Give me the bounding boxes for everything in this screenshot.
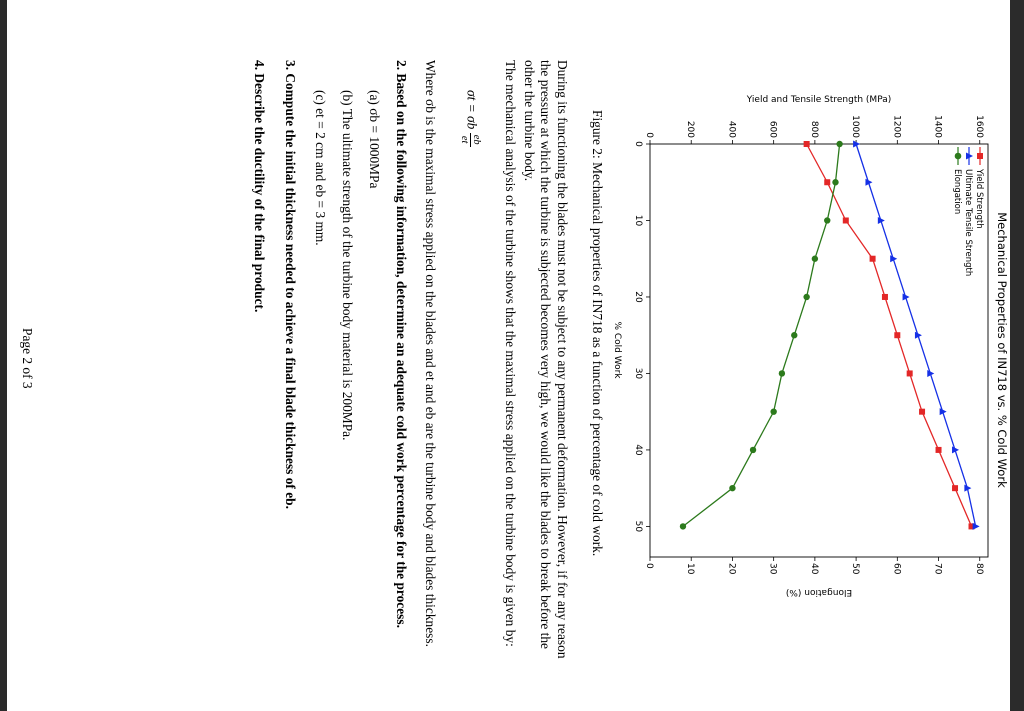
- yield-point: [952, 485, 958, 491]
- legend-uts-label: Ultimate Tensile Strength: [963, 169, 973, 277]
- question-2: 2. Based on the following information, determine an adequate cold work percentage for the process.: [394, 60, 409, 628]
- x-axis-label: % Cold Work: [612, 321, 622, 379]
- elongation-point: [750, 447, 756, 453]
- elongation-point: [824, 217, 830, 223]
- elongation-point: [779, 370, 785, 376]
- elongation-point: [803, 294, 809, 300]
- formula-numerator: eb: [471, 134, 482, 145]
- y-right-tick-label: 10: [685, 563, 696, 575]
- uts-point: [973, 523, 980, 530]
- x-tick-label: 20: [633, 291, 643, 303]
- x-tick-label: 30: [633, 367, 643, 380]
- y-axis-label-right: Elongation (%): [785, 587, 853, 597]
- y-left-tick-label: 1000: [850, 115, 861, 138]
- legend-yield-marker: [977, 153, 983, 159]
- chart: [610, 0, 1010, 711]
- yield-point: [894, 332, 900, 338]
- legend: [952, 147, 984, 276]
- x-tick-label: 10: [633, 214, 643, 227]
- yield-point: [824, 179, 830, 185]
- legend-yield-label: Yield Strength: [974, 169, 984, 229]
- y-left-tick-label: 400: [726, 120, 737, 138]
- yield-point: [936, 447, 942, 453]
- figure-caption: Figure 2: Mechanical properties of IN718 as a function of percentage of cold work.: [590, 110, 605, 557]
- paragraph-1: During its functioning the blades must not be subject to any permanent deformation. However, if for any reason the pressure at which the turbine is subjected becomes very high, we would like the blades to break before the other the turbine body.: [522, 60, 570, 659]
- question-2a: (a) σb = 1000MPa: [367, 90, 382, 189]
- where-text: Where σb is the maximal stress applied on the blades and et and eb are the turbine body and blades thickness.: [423, 60, 438, 647]
- legend-elong-label: Elongation: [952, 169, 962, 215]
- y-left-tick-label: 800: [808, 120, 819, 138]
- question-4: 4. Describe the ductility of the final product.: [252, 60, 267, 313]
- y-right-tick-label: 20: [726, 563, 737, 575]
- y-left-tick-label: 1600: [973, 115, 984, 138]
- y-right-tick-label: 0: [644, 563, 654, 569]
- elongation-line: [683, 144, 840, 526]
- y-right-tick-label: 80: [973, 563, 984, 575]
- y-right-tick-label: 60: [891, 563, 902, 575]
- x-tick-label: 50: [633, 520, 643, 533]
- formula-denominator: et: [459, 135, 470, 144]
- chart-title: Mechanical Properties of IN718 vs. % Cold Work: [995, 212, 1009, 488]
- yield-point: [907, 370, 913, 376]
- question-3: 3. Compute the initial thickness needed to achieve a final blade thickness of eb.: [283, 60, 298, 509]
- y-right-tick-label: 30: [767, 563, 778, 575]
- y-axis-label-left: Yield and Tensile Strength (MPa): [746, 95, 892, 105]
- y-left-tick-label: 600: [767, 120, 778, 138]
- document-page: [7, 0, 1010, 711]
- y-right-tick-label: 40: [808, 563, 819, 575]
- elongation-point: [832, 179, 838, 185]
- yield-point: [843, 217, 849, 223]
- y-left-tick-label: 200: [685, 120, 696, 138]
- x-tick-label: 40: [633, 444, 643, 456]
- formula-fraction: [459, 133, 482, 147]
- y-left-tick-label: 1200: [891, 115, 902, 138]
- x-tick-label: 0: [633, 141, 643, 147]
- question-2c: (c) et = 2 cm and eb = 3 mm.: [313, 90, 328, 246]
- elongation-point: [812, 256, 818, 262]
- stress-formula: [459, 90, 482, 147]
- yield-point: [919, 409, 925, 415]
- legend-elong-marker: [955, 153, 962, 160]
- rotated-page-content: [7, 0, 1010, 711]
- elongation-point: [680, 523, 686, 529]
- elongation-point: [770, 408, 776, 414]
- y-left-tick-label: 1400: [932, 115, 943, 138]
- yield-point: [882, 294, 888, 300]
- y-right-tick-label: 50: [850, 563, 861, 575]
- paragraph-2: The mechanical analysis of the turbine shows that the maximal stress applied on the turbine body is given by:: [503, 60, 518, 647]
- y-left-tick-label: 0: [644, 132, 654, 138]
- plot-frame: [650, 144, 988, 557]
- yield-point: [804, 141, 810, 147]
- elongation-point: [836, 141, 842, 147]
- formula-lhs: σt = σb: [464, 90, 480, 130]
- elongation-point: [791, 332, 797, 338]
- y-right-tick-label: 70: [932, 563, 943, 575]
- page-number: Page 2 of 3: [20, 328, 35, 389]
- question-2b: (b) The ultimate strength of the turbine body material is 200MPa.: [340, 90, 355, 441]
- yield-point: [870, 256, 876, 262]
- elongation-point: [729, 485, 735, 491]
